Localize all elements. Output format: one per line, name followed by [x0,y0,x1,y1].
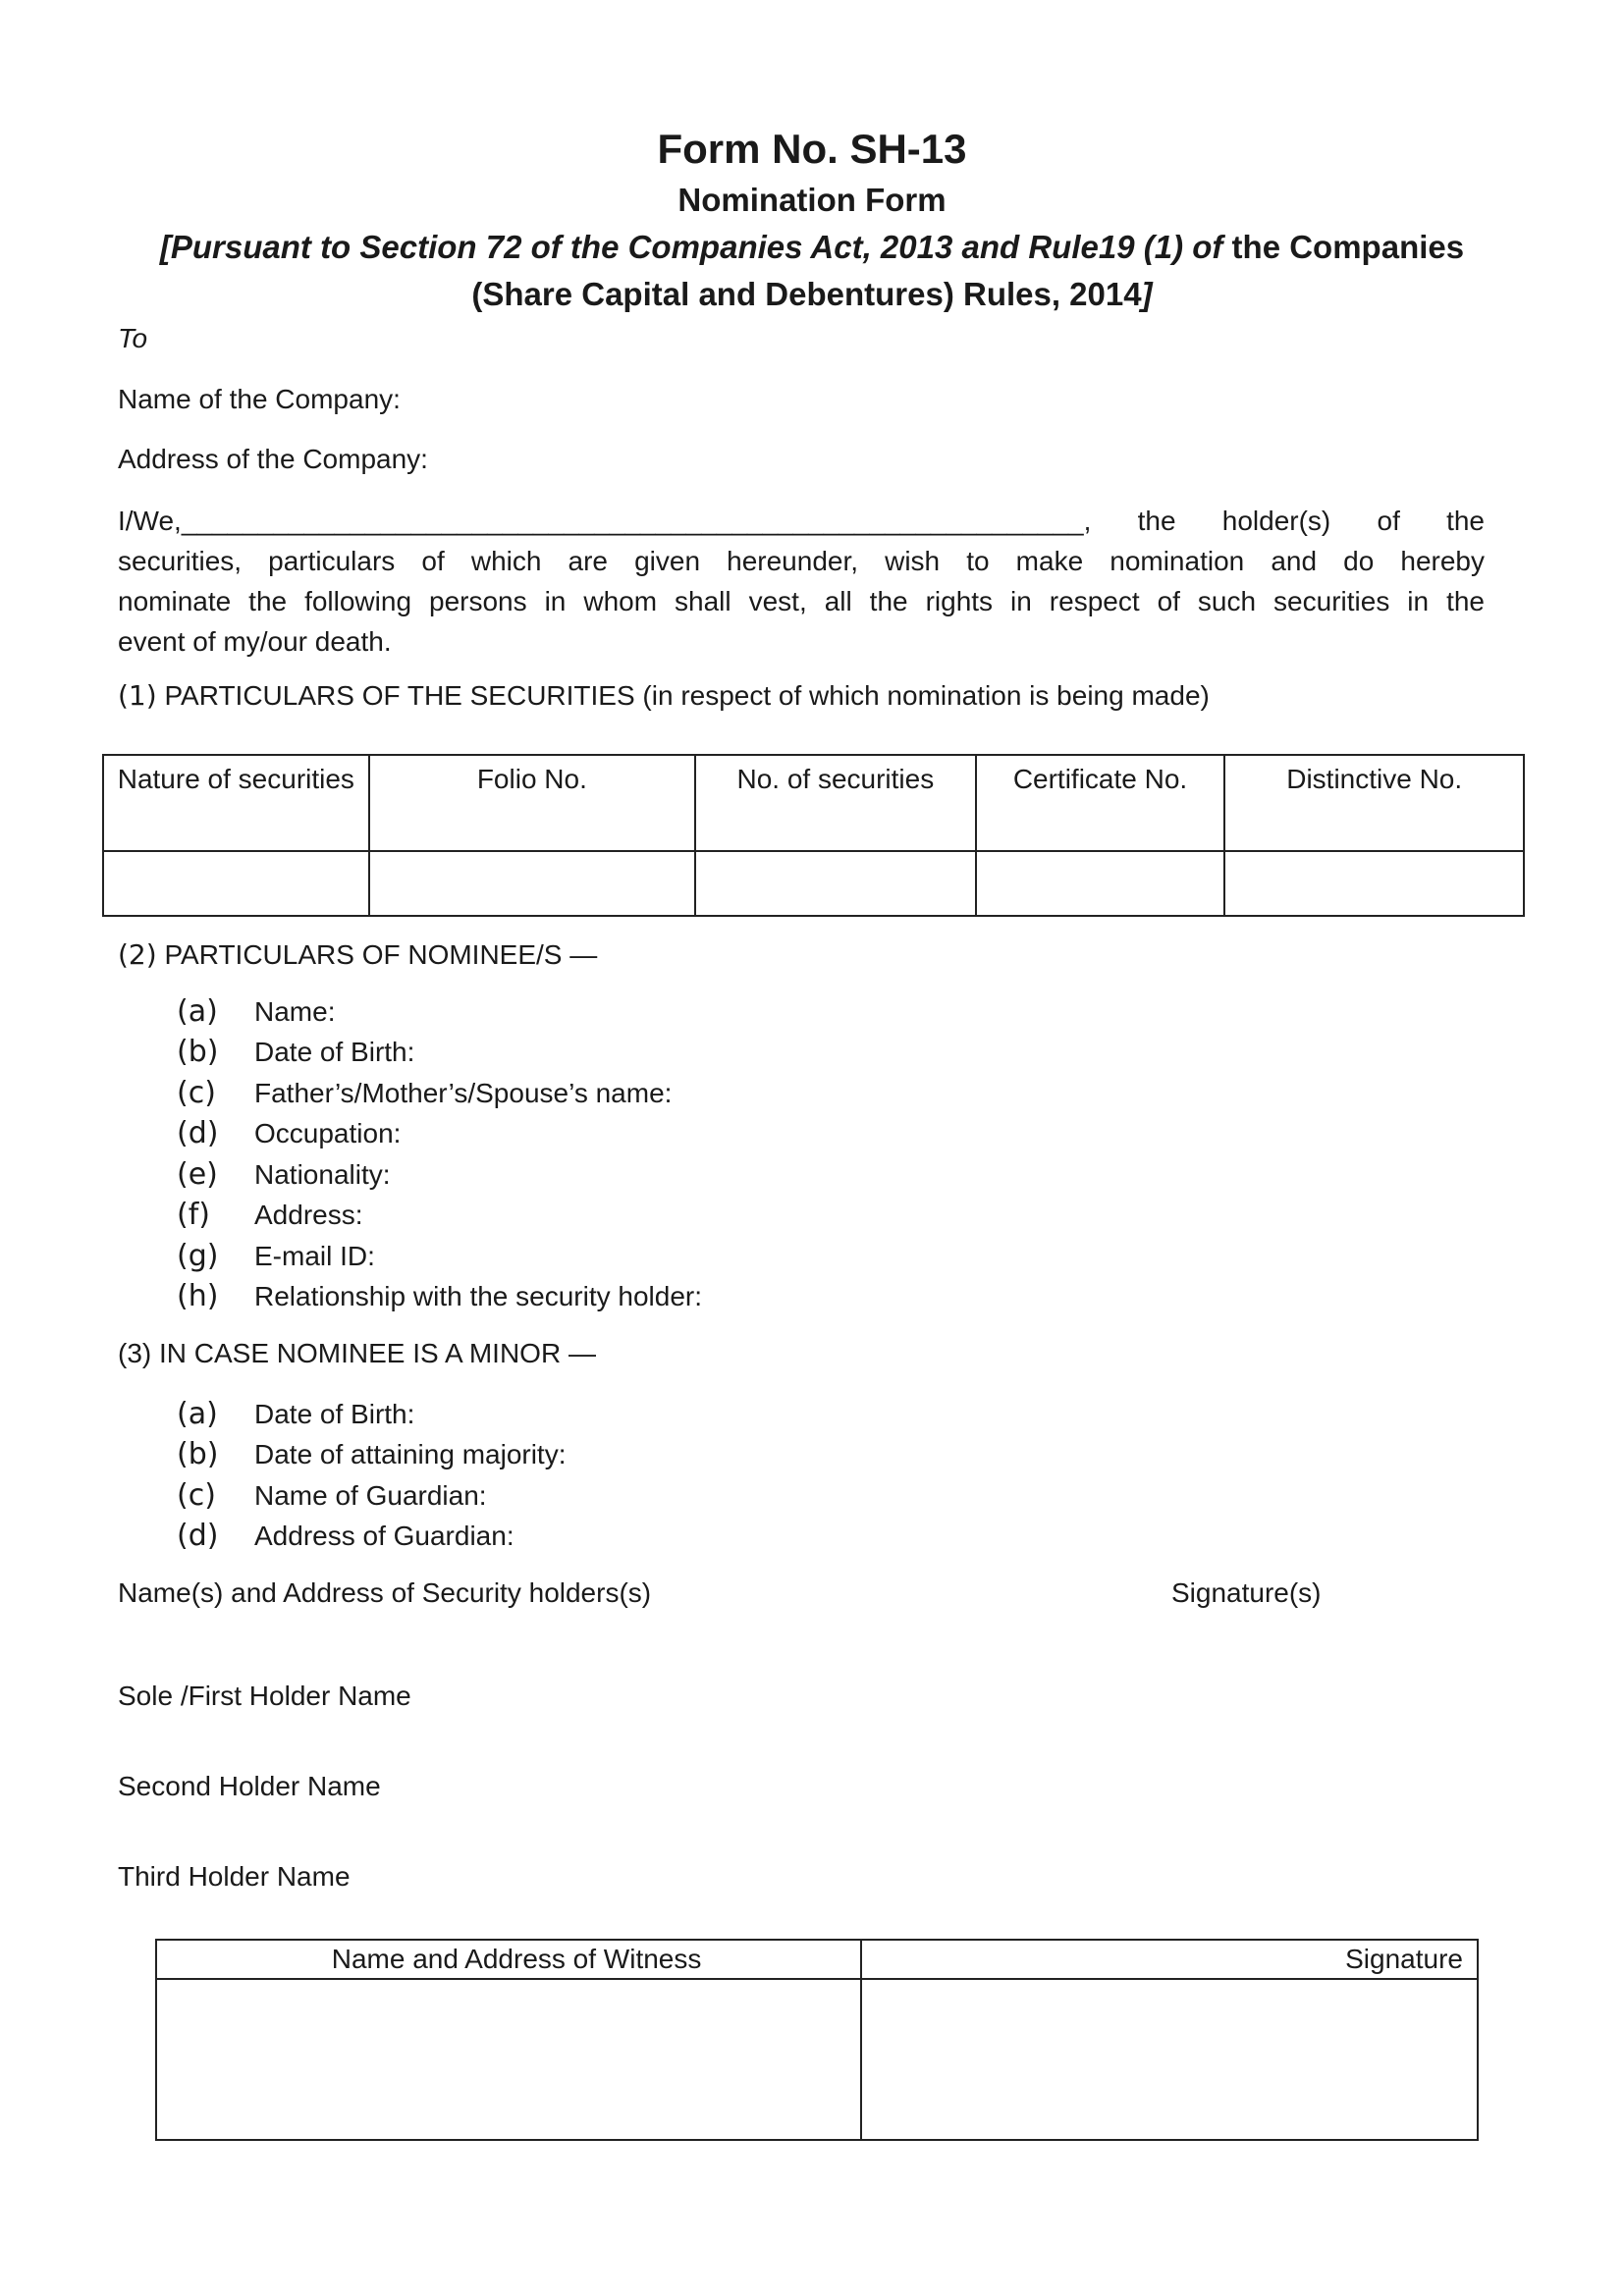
minor-item-text: Address of Guardian: [254,1521,514,1551]
rules-text: (Share Capital and Debentures) Rules, 2014 [471,276,1142,312]
minor-item-text: Date of attaining majority: [254,1439,567,1469]
company-address-label: Address of the Company: [118,444,428,474]
holders-names-label: Name(s) and Address of Security holders(s) [118,1577,652,1608]
pursuant-line [0,228,1624,267]
nominee-item-text: E-mail ID: [254,1241,375,1271]
section1-number: (1) [118,679,157,712]
nominee-item-label: (c) [177,1076,216,1110]
nominee-item-text: Father’s/Mother’s/Spouse’s name: [254,1078,673,1108]
witness-name-header: Name and Address of Witness [156,1940,861,1979]
cell-folio-no[interactable] [369,851,695,916]
form-number-title: Form No. SH-13 [657,126,967,172]
section3-heading: (3) IN CASE NOMINEE IS A MINOR — [118,1338,596,1368]
nominee-item-text: Occupation: [254,1118,402,1148]
section1-title: PARTICULARS OF THE SECURITIES (in respect of which nomination is being made) [156,680,1210,711]
declaration-paragraph [118,501,1485,662]
declaration-line-2: securities, particulars of which are given hereunder, wish to make nomination and do hereby [118,546,1485,576]
minor-item-label: (d) [177,1519,219,1553]
cell-distinctive-no[interactable] [1224,851,1524,916]
cell-nature-of-securities[interactable] [103,851,369,916]
securities-header-row [103,755,1524,851]
securities-data-row [103,851,1524,916]
nominee-item-text: Date of Birth: [254,1037,415,1067]
header-distinctive-no: Distinctive No. [1224,755,1524,851]
section2-heading [118,938,597,972]
nominee-item-label: (f) [177,1198,210,1232]
nominee-item-label: (a) [177,994,218,1029]
declaration-line-3: nominate the following persons in whom shall vest, all the rights in respect of such securities in the [118,586,1485,616]
minor-item-text: Date of Birth: [254,1399,415,1429]
minor-item-label: (b) [177,1437,219,1471]
to-label: To [118,323,148,353]
pursuant-italic-text: [Pursuant to Section 72 of the Companies Act, 2013 and Rule19 (1) of [159,229,1223,265]
nominee-item-text: Name: [254,996,336,1027]
header-folio-no: Folio No. [369,755,695,851]
header-no-of-securities: No. of securities [695,755,976,851]
witness-table [155,1939,1479,2141]
minor-item-text: Name of Guardian: [254,1480,487,1511]
cell-no-of-securities[interactable] [695,851,976,916]
nominee-item-label: (b) [177,1035,219,1069]
cell-certificate-no[interactable] [976,851,1225,916]
declaration-holder-text: , the holder(s) of the [1083,506,1485,536]
header-certificate-no: Certificate No. [976,755,1225,851]
nominee-item-label: (e) [177,1157,218,1192]
section1-heading [118,679,1210,713]
form-name-subtitle: Nomination Form [677,182,947,218]
section2-title: PARTICULARS OF NOMINEE/S — [156,939,598,970]
securities-table [102,754,1525,917]
minor-item-label: (c) [177,1478,216,1513]
nominee-item-text: Nationality: [254,1159,391,1190]
company-name-label: Name of the Company: [118,384,401,414]
witness-name-cell[interactable] [156,1979,861,2140]
rules-line [0,275,1624,314]
declaration-iwe: I/We, [118,506,182,536]
rules-bracket: ] [1141,276,1153,312]
witness-header-row [156,1940,1478,1979]
nominee-item-label: (h) [177,1279,219,1313]
second-holder-label: Second Holder Name [118,1771,381,1801]
first-holder-label: Sole /First Holder Name [118,1681,411,1711]
witness-signature-header: Signature [861,1940,1478,1979]
nominee-item-text: Address: [254,1200,363,1230]
nominee-item-text: Relationship with the security holder: [254,1281,703,1311]
header-nature-of-securities: Nature of securities [103,755,369,851]
nominee-item-label: (g) [177,1239,219,1273]
declaration-line-4: event of my/our death. [118,626,392,657]
witness-signature-cell[interactable] [861,1979,1478,2140]
minor-item-label: (a) [177,1397,218,1431]
third-holder-label: Third Holder Name [118,1861,351,1892]
holder-name-blank[interactable]: ___________________________________________________________ [181,506,1084,536]
section2-number: (2) [118,938,157,971]
pursuant-rest-text: the Companies [1222,229,1465,265]
declaration-line-1 [118,501,1485,541]
witness-data-row [156,1979,1478,2140]
nominee-item-label: (d) [177,1116,219,1150]
holders-signatures-label: Signature(s) [1171,1577,1322,1608]
